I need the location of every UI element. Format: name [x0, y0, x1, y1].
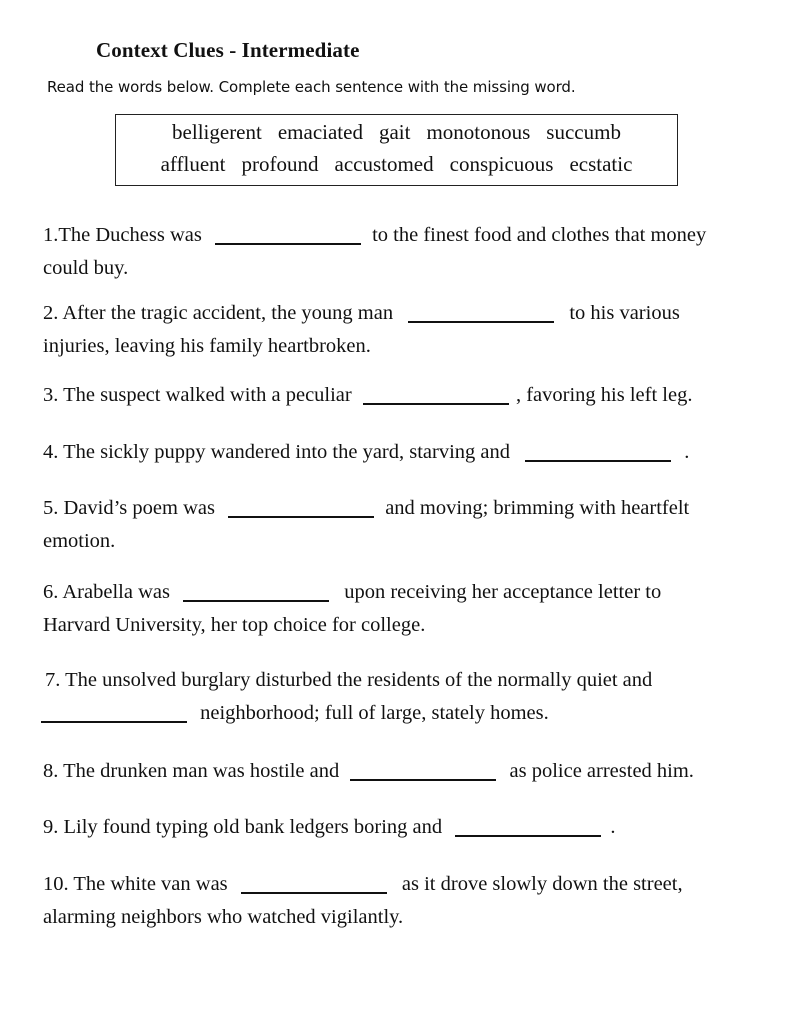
question-6	[43, 576, 763, 642]
question-text: as it drove slowly down the street,	[401, 873, 683, 895]
word-bank-item: affluent	[160, 152, 226, 176]
question-7	[43, 664, 763, 730]
word-bank-item: emaciated	[277, 120, 363, 144]
question-text: , favoring his left leg.	[515, 384, 693, 406]
answer-blank[interactable]	[408, 321, 554, 323]
question-text: 6. Arabella was	[43, 581, 170, 603]
word-bank-item: succumb	[546, 120, 621, 144]
question-4	[43, 436, 763, 469]
question-text: injuries, leaving his family heartbroken.	[43, 335, 371, 357]
instructions-text: Read the words below. Complete each sentence with the missing word.	[47, 78, 576, 96]
question-text: .	[684, 441, 690, 463]
question-text: 1.The Duchess was	[43, 224, 202, 246]
word-bank-item: ecstatic	[569, 152, 633, 176]
question-text: alarming neighbors who watched vigilantly.	[43, 906, 404, 928]
word-bank-item: profound	[241, 152, 319, 176]
answer-blank[interactable]	[241, 892, 387, 894]
question-text: 7. The unsolved burglary disturbed the residents of the normally quiet and	[45, 669, 653, 691]
question-text: .	[610, 816, 616, 838]
answer-blank[interactable]	[350, 779, 496, 781]
word-bank-item: monotonous	[426, 120, 531, 144]
question-text: to his various	[569, 302, 680, 324]
answer-blank[interactable]	[228, 516, 374, 518]
answer-blank[interactable]	[183, 600, 329, 602]
question-2	[43, 297, 763, 363]
word-bank-row-1	[116, 120, 677, 145]
question-text: could buy.	[43, 257, 129, 279]
question-text: Harvard University, her top choice for college.	[43, 614, 426, 636]
question-text: 2. After the tragic accident, the young man	[43, 302, 394, 324]
question-text: 10. The white van was	[43, 873, 228, 895]
word-bank-row-2	[116, 152, 677, 177]
question-text: as police arrested him.	[509, 760, 694, 782]
question-text: upon receiving her acceptance letter to	[344, 581, 662, 603]
question-3	[43, 379, 763, 412]
question-text: emotion.	[43, 530, 116, 552]
word-bank-item: accustomed	[334, 152, 434, 176]
word-bank-item: conspicuous	[449, 152, 554, 176]
question-5	[43, 492, 763, 558]
answer-blank[interactable]	[455, 835, 601, 837]
question-1	[43, 219, 763, 285]
answer-blank[interactable]	[215, 243, 361, 245]
word-bank-item: gait	[378, 120, 411, 144]
question-text: neighborhood; full of large, stately homes.	[200, 702, 549, 724]
question-text: to the finest food and clothes that money	[372, 224, 707, 246]
question-10	[43, 868, 763, 934]
question-text: 5. David’s poem was	[43, 497, 215, 519]
word-bank-box	[115, 114, 678, 186]
question-text: 9. Lily found typing old bank ledgers boring and	[43, 816, 443, 838]
word-bank-item: belligerent	[172, 120, 262, 144]
worksheet-title: Context Clues - Intermediate	[96, 38, 360, 62]
question-text: and moving; brimming with heartfelt	[385, 497, 690, 519]
question-9	[43, 811, 763, 844]
question-8	[43, 755, 763, 788]
question-text: 3. The suspect walked with a peculiar	[43, 384, 352, 406]
answer-blank[interactable]	[525, 460, 671, 462]
question-text: 8. The drunken man was hostile and	[43, 760, 340, 782]
answer-blank[interactable]	[363, 403, 509, 405]
answer-blank[interactable]	[41, 721, 187, 723]
question-text: 4. The sickly puppy wandered into the yard, starving and	[43, 441, 511, 463]
